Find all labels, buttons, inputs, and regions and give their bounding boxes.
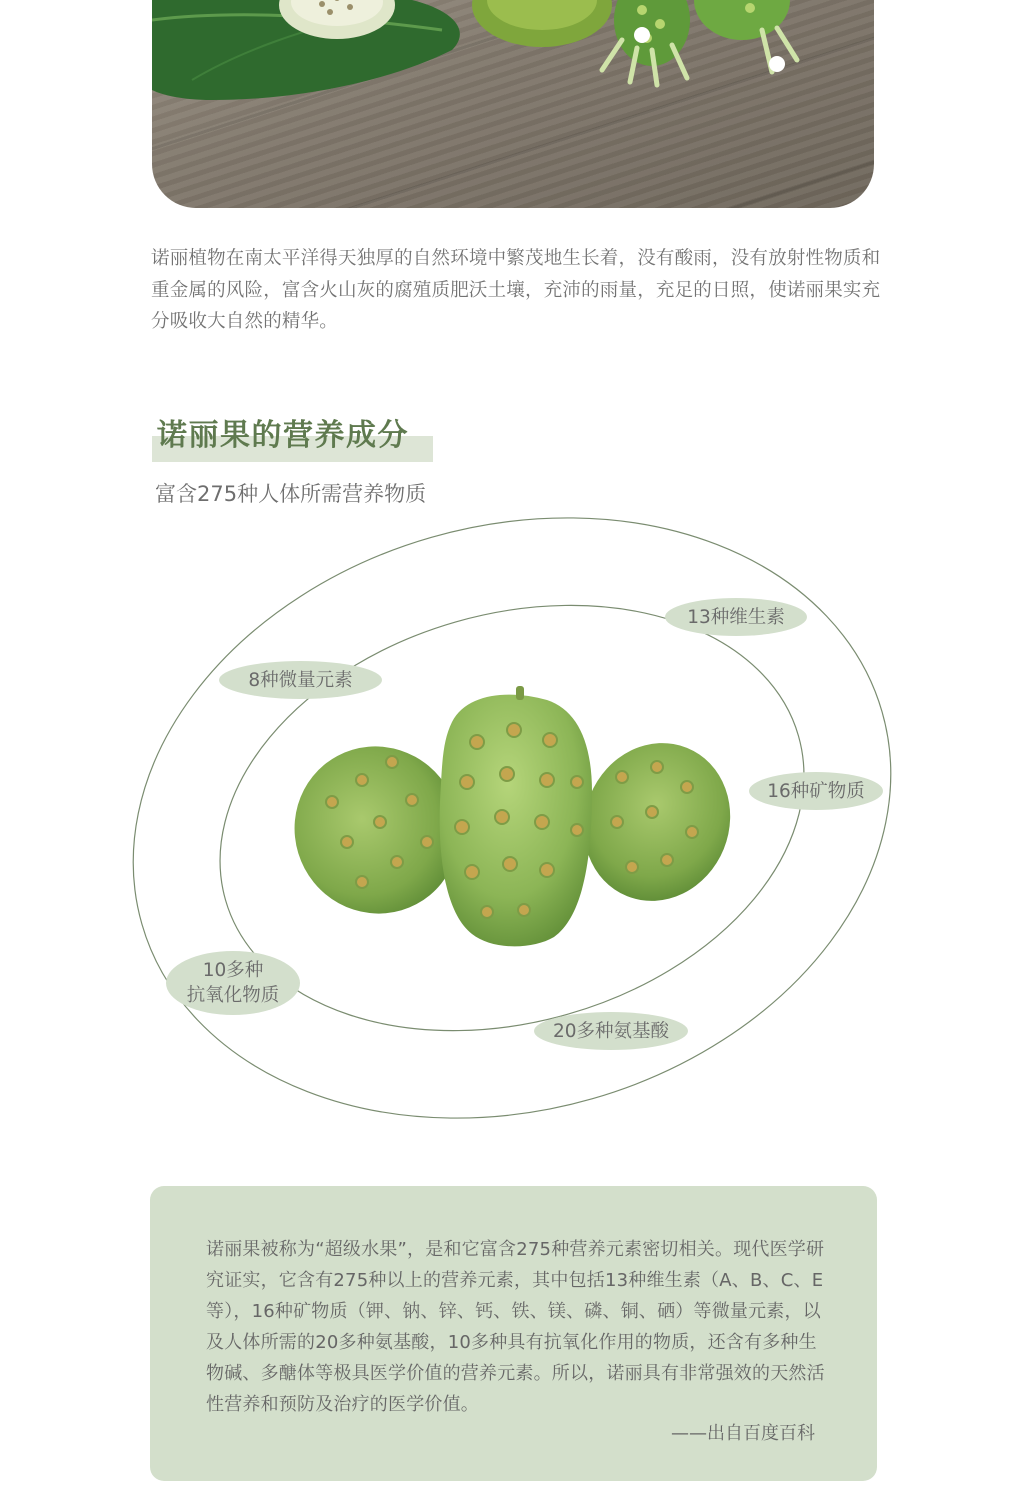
tag-antioxidants-line2: 抗氧化物质: [186, 985, 280, 1006]
tag-trace-elements-label: 8种微量元素: [248, 669, 353, 691]
section-subtitle: 富含275种人体所需营养物质: [155, 482, 427, 506]
tag-vitamins: [665, 598, 807, 636]
section-title: 诺丽果的营养成分: [157, 418, 409, 453]
tag-amino-acids: [534, 1012, 688, 1050]
tag-vitamins-label: 13种维生素: [687, 606, 785, 628]
quote-source: ——出自百度百科: [671, 1423, 815, 1444]
tag-antioxidants: [166, 951, 300, 1015]
tag-minerals-label: 16种矿物质: [767, 780, 865, 802]
tag-minerals: [749, 772, 883, 810]
quote-box: [150, 1186, 877, 1481]
quote-text: 诺丽果被称为“超级水果”，是和它富含275种营养元素密切相关。现代医学研究证实，它含有275种以上的营养元素，其中包括13种维生素（A、B、C、E等），16种矿物质（钾、钠、锌、钙、铁、镁、磷、铜、硒）等微量元素，以及人体所需的20多种氨基酸，10多种具有抗氧化作用的物质，还含有多种生物碱、多醣体等极具医学价值的营养元素。所以，诺丽具有非常强效的天然活性营养和预防及治疗的医学价值。: [206, 1239, 825, 1415]
noni-fruit-image: [292, 682, 737, 952]
intro-paragraph: 诺丽植物在南太平洋得天独厚的自然环境中繁茂地生长着，没有酸雨，没有放射性物质和重金属的风险，富含火山灰的腐殖质肥沃土壤，充沛的雨量，充足的日照，使诺丽果实充分吸收大自然的精华。: [151, 248, 881, 332]
tag-amino-acids-label: 20多种氨基酸: [552, 1020, 670, 1042]
tag-antioxidants-line1: 10多种: [202, 960, 264, 981]
